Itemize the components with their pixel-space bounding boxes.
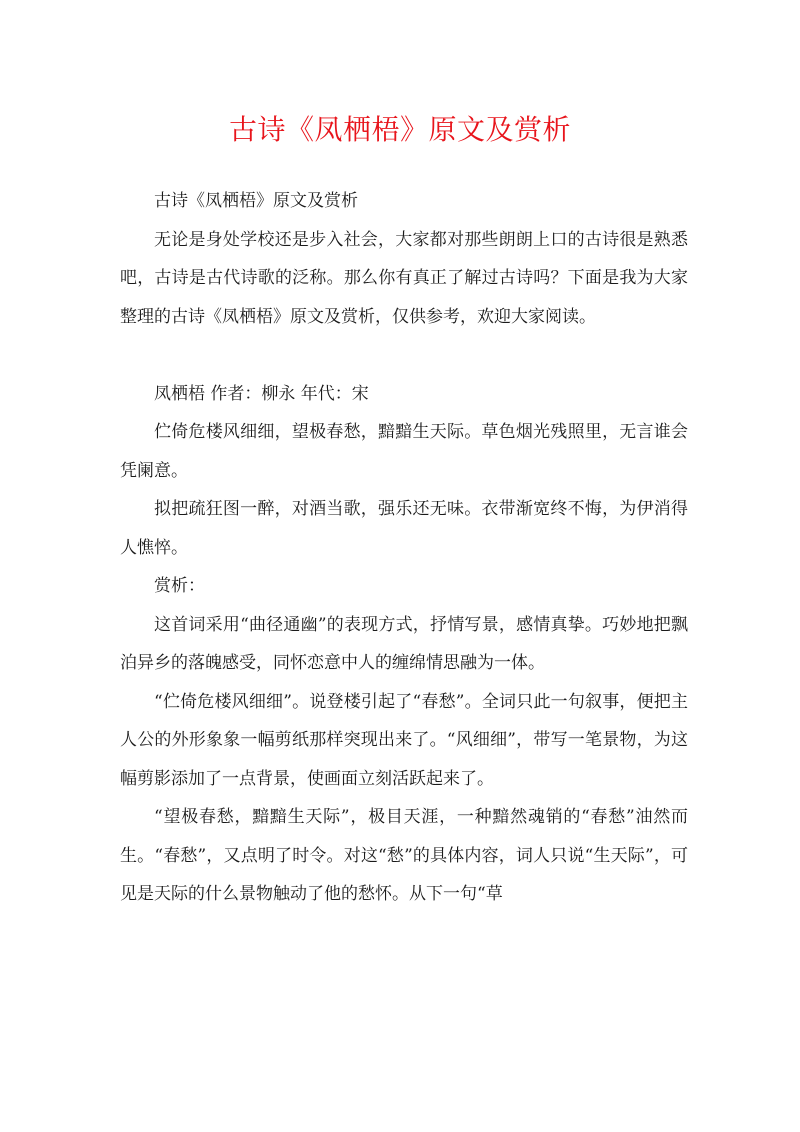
intro-paragraph: 无论是身处学校还是步入社会，大家都对那些朗朗上口的古诗很是熟悉吧，古诗是古代诗歌的泛称。那么你有真正了解过古诗吗？下面是我为大家整理的古诗《凤栖梧》原文及赏析，仅供参考，欢迎大家阅读。 (120, 229, 688, 327)
analysis-paragraph-3: “望极春愁，黯黯生天际”，极目天涯，一种黯然魂销的“春愁”油然而生。“春愁”，又点明了时令。对这“愁”的具体内容，词人只说“生天际”，可见是天际的什么景物触动了他的愁怀。从下一句“草 (120, 807, 688, 904)
paragraph-gap (120, 336, 688, 375)
poem-heading: 凤栖梧 作者：柳永 年代：宋 (154, 383, 369, 404)
analysis-heading: 赏析： (154, 576, 205, 596)
analysis-paragraph-2: “伫倚危楼风细细”。说登楼引起了“春愁”。全词只此一句叙事，便把主人公的外形象象一幅剪纸那样突现出来了。“风细细”，带写一笔景物，为这幅剪影添加了一点背景，使画面立刻活跃起来了。 (120, 691, 688, 789)
analysis-paragraph-1: 这首词采用“曲径通幽”的表现方式，抒情写景，感情真挚。巧妙地把飘泊异乡的落魄感受，同怀恋意中人的缠绵情思融为一体。 (120, 614, 688, 673)
subtitle-paragraph: 古诗《凤栖梧》原文及赏析 (154, 191, 358, 211)
poem-stanza-1: 伫倚危楼风细细，望极春愁，黯黯生天际。草色烟光残照里，无言谁会凭阑意。 (120, 422, 688, 481)
document-body (120, 182, 688, 914)
document-title: 古诗《凤栖梧》原文及赏析 (228, 113, 571, 146)
poem-stanza-2: 拟把疏狂图一醉，对酒当歌，强乐还无味。衣带渐宽终不悔，为伊消得人憔悴。 (120, 499, 688, 558)
